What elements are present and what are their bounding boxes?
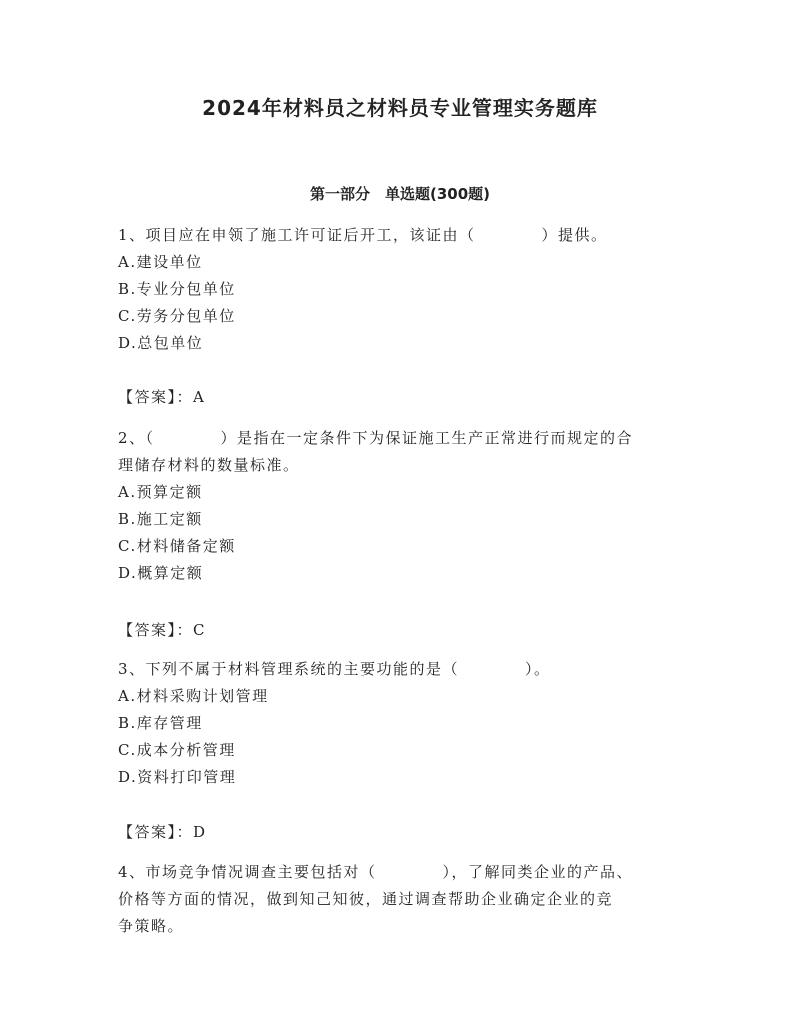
option-d: D.总包单位 [118,334,204,352]
document-title: 2024年材料员之材料员专业管理实务题库 [202,96,598,120]
question-stem: 4、市场竞争情况调查主要包括对（ ），了解同类企业的产品、 [118,863,634,881]
question-2 [118,425,678,587]
option-a: A.建设单位 [118,253,203,271]
question-1 [118,222,678,357]
option-d: D.资料打印管理 [118,768,237,786]
option-a: A.预算定额 [118,483,203,501]
question-4 [118,859,678,940]
question-stem-cont: 理储存材料的数量标准。 [118,456,300,474]
option-b: B.施工定额 [118,510,203,528]
option-d: D.概算定额 [118,564,204,582]
option-a: A.材料采购计划管理 [118,687,269,705]
answer-1: 【答案】：A [118,388,206,406]
option-c: C.成本分析管理 [118,741,236,759]
answer-3: 【答案】：D [118,823,207,841]
question-stem-cont: 争策略。 [118,917,185,935]
section-heading: 第一部分 单选题(300题) [309,185,491,203]
question-stem: 3、下列不属于材料管理系统的主要功能的是（ ）。 [118,660,551,678]
answer-2: 【答案】：C [118,621,206,639]
option-b: B.库存管理 [118,714,203,732]
option-c: C.材料储备定额 [118,537,236,555]
question-stem-cont: 价格等方面的情况，做到知己知彼，通过调查帮助企业确定企业的竞 [118,890,614,908]
option-b: B.专业分包单位 [118,280,236,298]
option-c: C.劳务分包单位 [118,307,236,325]
question-stem: 1、项目应在申领了施工许可证后开工，该证由（ ）提供。 [118,226,608,244]
question-3 [118,656,678,791]
question-stem: 2、（ ）是指在一定条件下为保证施工生产正常进行而规定的合 [118,429,634,447]
